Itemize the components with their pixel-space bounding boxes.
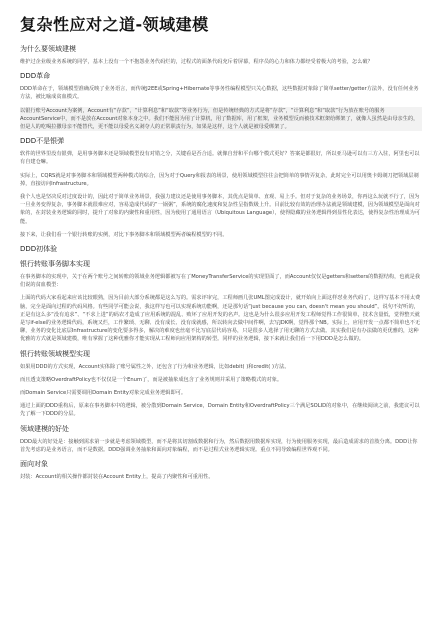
paragraph: 封装：Account的相关操作都封装在Account Entity上，提高了内聚性和可重用性。 bbox=[20, 474, 214, 481]
section-heading: 面向对象 bbox=[20, 460, 48, 469]
section-heading: 为什么要领域建模 bbox=[20, 45, 76, 53]
document-title: 复杂性应对之道-领域建模 bbox=[20, 15, 209, 34]
section-heading: DDD初体验 bbox=[20, 245, 58, 254]
section-heading: DDD不是银弹 bbox=[20, 137, 65, 146]
paragraph: DDD最大的好处是：接触到需求第一步就是考虑领域模型，而不是将其切割成数据和行为，然后数据用数据库实现，行为使用服务实现，最后造成需求的首肢分离。DDD让你首先考虑的是业务语言，而不是数据。DDD强调业务抽象和面向对象编程，而不是过程式业务逻辑实现。重点不同导致编程世界观不同。 bbox=[20, 438, 418, 453]
paragraph: 上面的代码大家看起来应该比较眼熟，因为目前大部分系统都是这么写的。需求评审完，工程师画几张UML图完成设计，就开始向上面这样怼业务代码了，这样写基本不用太费脑，完全是面向过程的代码风格。有些同学可能会说，我这样写也可以实现系统功能啊，还是那句话“just because you can, doesn't mean you should”。说句不好听的，正是有这么多“没有追求”、“不求上进”的码农才造成了应用系统的混乱、败坏了应用开发的名声。这也是为什么很多应用开发工程师觉得工作很简单，技术含量低，觉得整天就是写if-else的业务逻辑代码，系统又烂，工作繁琐、无聊、没有成长、没有成就感，所以转向去做中间件啊，去写JDK啊，觉得那个NB。实际上，应用开发一点都不简单也不无聊，业务的变化比底层Infrastructure的变化要多得多，解决的难度也丝毫不比写底层代码容易，只是很多人选择了用无聊的方式去做。其实我们是有办法做的更优雅的，这种优雅的方式就是领域建模，唯有掌握了这种优雅你才能实现从工程师向应用架构的转型。同样的业务逻辑，接下来就让我们看一下用DDD是怎么做的。 bbox=[20, 295, 421, 343]
document-body bbox=[20, 45, 422, 481]
paragraph: 通过上面的DDD重构后，原来在事务脚本中的逻辑，被分散到Domain Service，Domain Entity和OverdraftPolicy三个满足SOLID的对象中，在继续阅读之前，我建议可以先了解一下DDD的分层。 bbox=[20, 403, 420, 418]
paragraph: 以银行账号Account为案例，Account有“存款”，“计算利息”和“取款”等业务行为，但是传统经典的方式是将“存款”，“计算利息”和“取款”行为放在账号的服务AccountService中，而不是放在Account对象本身之中。我们不能因为用了计算机，用了数据库，用了框架，业务模型反而被技术框架给绑架了，就像人虽然是由母亲生的，但是人的吃喝拉撒母亲不能替代，更不能以母爱名义剥夺人的正常职责行为，如果是这样，这个人就是被母爱绑架了。 bbox=[20, 107, 422, 132]
section-heading: 银行转账事务脚本实现 bbox=[20, 260, 90, 269]
paragraph: 而且透支策略OverdraftPolicy也不仅仅是一个Enum了，而是被抽象成包含了业务规则并采用了策略模式的对象。 bbox=[20, 376, 283, 383]
paragraph: 软件的世界里没有银弹，是用事务脚本还是领域模型没有对错之分，关键看是否合适。就像自营和平台哪个模式更好？答案是都很好，所以亚马逊可以有三方入驻，阿里也可以有自建仓嘛。 bbox=[20, 151, 420, 166]
paragraph: 而Domain Service只需要调用Domain Entity对象完成业务逻辑即可。 bbox=[20, 390, 187, 397]
section-heading: 领域建模的好处 bbox=[20, 424, 69, 433]
paragraph: 接下来，让我们看一个银行转账的实例，对比下事务脚本和领域模型两者编程模型的不同。 bbox=[20, 231, 228, 238]
section-heading: 银行转账领域模型实现 bbox=[20, 349, 90, 358]
paragraph: 如果用DDD的方式实现，Account实体除了账号属性之外，还包含了行为和业务逻辑，比如debit( )和credit( )方法。 bbox=[20, 363, 290, 370]
paragraph: 维护过企业级业务系统的同学，基本上没有一个不抱怨业务代码烂的，过程式的面条代码充斥着屏幕，程序员的心力和体力都经受着极大的考验，怎么破？ bbox=[20, 59, 373, 65]
paragraph: 我个人也是坚决反对过度设计的，因此对于简单业务场景，我强力建议还是使用事务脚本，其优点是简单、直观、易上手。但对于复杂的业务场景，你再这么玩就不行了，因为一旦业务变得复杂，事务脚本就很难应对，容易造成代码的“一锅粥”，系统的腐化速度和复杂性呈指数级上升。目前比较有效的治理办法就是领域建模，因为领域模型是面向对象的，在封装业务逻辑的同时，提升了对象的内聚性和重用性，因为使用了通用语言（Ubiquitous Language），使得隐藏的业务逻辑得到显性化表达，使得复杂性治理成为可能。 bbox=[20, 194, 420, 225]
paragraph: 在事务脚本的实现中，关于在两个账号之间转账的领域业务逻辑都被写在了MoneyTransferService的实现里面了，而Account仅仅是getters和setters的数据结构，也就是我们说的贫血模型： bbox=[20, 274, 421, 289]
paragraph: DDD革命在于，领域模型准确反映了业务语言，而传统J2EE或Spring+Hibernate等事务性编程模型只关心数据，这些数据对象除了简单setter/getter方法外，没有任何业务方法，被比喻成贫血模式。 bbox=[20, 86, 419, 101]
paragraph: 实际上，CQRS就是对事务脚本和领域模型两种模式的综合，因为对于Query和报表的场景，使用领域模型往往会把简单的事情弄复杂，此时完全可以用奥卡姆剃刀把领域层剃掉，直接访问Infrastructure。 bbox=[20, 172, 419, 187]
section-heading: DDD革命 bbox=[20, 72, 51, 81]
